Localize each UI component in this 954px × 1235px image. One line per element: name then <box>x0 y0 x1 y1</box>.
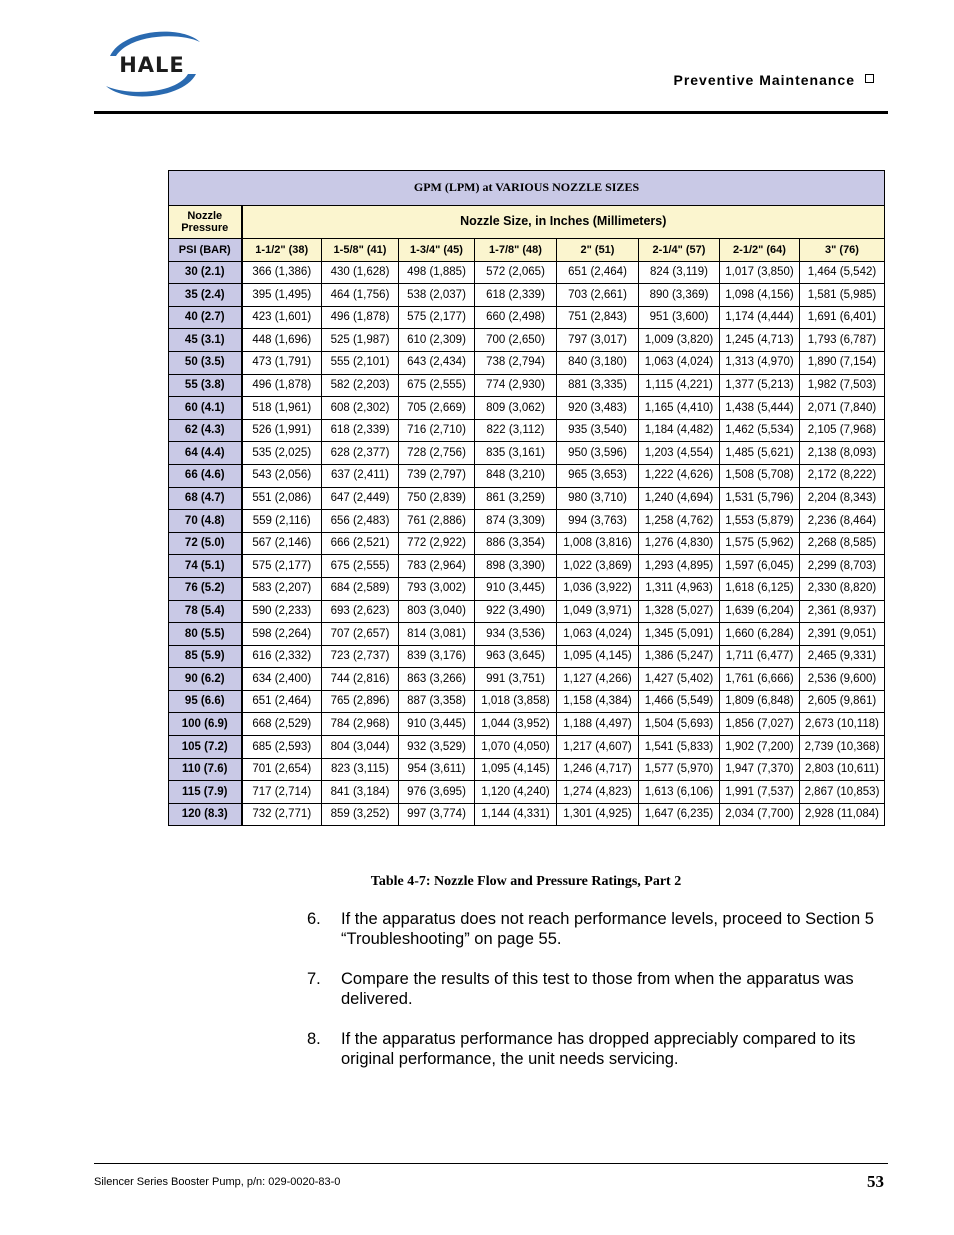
table-row <box>169 781 885 804</box>
psi-header: PSI (BAR) <box>169 239 242 262</box>
flow-cell: 1,386 (5,247) <box>639 645 720 668</box>
flow-cell: 473 (1,791) <box>242 351 322 374</box>
flow-cell: 951 (3,600) <box>639 306 720 329</box>
flow-cell: 814 (3,081) <box>399 623 475 646</box>
flow-cell: 1,127 (4,266) <box>557 668 639 691</box>
pressure-cell: 70 (4.8) <box>169 510 242 533</box>
flow-cell: 898 (3,390) <box>475 555 557 578</box>
flow-cell: 1,466 (5,549) <box>639 690 720 713</box>
flow-cell: 1,809 (6,848) <box>720 690 800 713</box>
table-row <box>169 306 885 329</box>
flow-cell: 774 (2,930) <box>475 374 557 397</box>
table-row <box>169 284 885 307</box>
table-row <box>169 442 885 465</box>
flow-cell: 784 (2,968) <box>322 713 399 736</box>
flow-cell: 728 (2,756) <box>399 442 475 465</box>
flow-cell: 693 (2,623) <box>322 600 399 623</box>
flow-cell: 496 (1,878) <box>322 306 399 329</box>
flow-cell: 551 (2,086) <box>242 487 322 510</box>
table-row <box>169 261 885 284</box>
flow-cell: 1,485 (5,621) <box>720 442 800 465</box>
pressure-cell: 30 (2.1) <box>169 261 242 284</box>
svg-text:HALE: HALE <box>119 53 185 77</box>
table-row <box>169 645 885 668</box>
flow-cell: 723 (2,737) <box>322 645 399 668</box>
table-row <box>169 532 885 555</box>
flow-cell: 656 (2,483) <box>322 510 399 533</box>
flow-cell: 1,377 (5,213) <box>720 374 800 397</box>
size-column-header: 2" (51) <box>557 239 639 262</box>
flow-cell: 1,044 (3,952) <box>475 713 557 736</box>
flow-cell: 1,991 (7,537) <box>720 781 800 804</box>
flow-cell: 1,597 (6,045) <box>720 555 800 578</box>
flow-cell: 1,504 (5,693) <box>639 713 720 736</box>
flow-cell: 950 (3,596) <box>557 442 639 465</box>
flow-cell: 684 (2,589) <box>322 577 399 600</box>
flow-cell: 525 (1,987) <box>322 329 399 352</box>
flow-cell: 559 (2,116) <box>242 510 322 533</box>
footer-doc-title: Silencer Series Booster Pump, p/n: 029-0020-83-0 <box>94 1176 341 1188</box>
flow-cell: 863 (3,266) <box>399 668 475 691</box>
flow-cell: 841 (3,184) <box>322 781 399 804</box>
flow-cell: 1,691 (6,401) <box>800 306 885 329</box>
flow-cell: 496 (1,878) <box>242 374 322 397</box>
nozzle-pressure-header: Nozzle Pressure <box>169 206 242 239</box>
flow-cell: 910 (3,445) <box>475 577 557 600</box>
flow-cell: 464 (1,756) <box>322 284 399 307</box>
hale-logo <box>96 26 208 102</box>
flow-cell: 700 (2,650) <box>475 329 557 352</box>
table-row <box>169 329 885 352</box>
table-row <box>169 736 885 759</box>
table-row <box>169 600 885 623</box>
table-row <box>169 555 885 578</box>
table-row <box>169 713 885 736</box>
flow-cell: 618 (2,339) <box>322 419 399 442</box>
flow-cell: 2,391 (9,051) <box>800 623 885 646</box>
flow-cell: 1,427 (5,402) <box>639 668 720 691</box>
table-row <box>169 419 885 442</box>
flow-cell: 1,902 (7,200) <box>720 736 800 759</box>
flow-cell: 934 (3,536) <box>475 623 557 646</box>
table-row <box>169 803 885 826</box>
flow-cell: 675 (2,555) <box>399 374 475 397</box>
flow-cell: 2,867 (10,853) <box>800 781 885 804</box>
flow-cell: 1,982 (7,503) <box>800 374 885 397</box>
flow-cell: 991 (3,751) <box>475 668 557 691</box>
flow-cell: 1,036 (3,922) <box>557 577 639 600</box>
list-item <box>303 969 893 1009</box>
step-number: 6. <box>307 910 321 928</box>
flow-cell: 2,071 (7,840) <box>800 397 885 420</box>
size-column-header: 3" (76) <box>800 239 885 262</box>
flow-cell: 1,276 (4,830) <box>639 532 720 555</box>
pressure-cell: 120 (8.3) <box>169 803 242 826</box>
flow-cell: 637 (2,411) <box>322 464 399 487</box>
pressure-cell: 40 (2.7) <box>169 306 242 329</box>
flow-cell: 567 (2,146) <box>242 532 322 555</box>
flow-cell: 685 (2,593) <box>242 736 322 759</box>
flow-cell: 2,299 (8,703) <box>800 555 885 578</box>
pressure-cell: 35 (2.4) <box>169 284 242 307</box>
flow-cell: 2,928 (11,084) <box>800 803 885 826</box>
flow-cell: 1,258 (4,762) <box>639 510 720 533</box>
flow-cell: 2,605 (9,861) <box>800 690 885 713</box>
flow-cell: 886 (3,354) <box>475 532 557 555</box>
table-row <box>169 487 885 510</box>
pressure-cell: 66 (4.6) <box>169 464 242 487</box>
flow-cell: 1,613 (6,106) <box>639 781 720 804</box>
pressure-cell: 72 (5.0) <box>169 532 242 555</box>
size-column-header: 1-1/2" (38) <box>242 239 322 262</box>
flow-cell: 555 (2,101) <box>322 351 399 374</box>
table-row <box>169 668 885 691</box>
flow-cell: 395 (1,495) <box>242 284 322 307</box>
flow-cell: 1,311 (4,963) <box>639 577 720 600</box>
flow-cell: 2,172 (8,222) <box>800 464 885 487</box>
flow-cell: 874 (3,309) <box>475 510 557 533</box>
flow-cell: 1,240 (4,694) <box>639 487 720 510</box>
flow-cell: 822 (3,112) <box>475 419 557 442</box>
flow-cell: 881 (3,335) <box>557 374 639 397</box>
flow-cell: 1,508 (5,708) <box>720 464 800 487</box>
flow-cell: 2,803 (10,611) <box>800 758 885 781</box>
flow-cell: 590 (2,233) <box>242 600 322 623</box>
pressure-cell: 95 (6.6) <box>169 690 242 713</box>
flow-cell: 2,236 (8,464) <box>800 510 885 533</box>
flow-cell: 2,268 (8,585) <box>800 532 885 555</box>
pressure-cell: 105 (7.2) <box>169 736 242 759</box>
flow-cell: 2,034 (7,700) <box>720 803 800 826</box>
flow-cell: 1,438 (5,444) <box>720 397 800 420</box>
flow-cell: 2,361 (8,937) <box>800 600 885 623</box>
flow-cell: 1,647 (6,235) <box>639 803 720 826</box>
flow-cell: 835 (3,161) <box>475 442 557 465</box>
flow-cell: 783 (2,964) <box>399 555 475 578</box>
pressure-cell: 74 (5.1) <box>169 555 242 578</box>
flow-cell: 608 (2,302) <box>322 397 399 420</box>
flow-cell: 1,464 (5,542) <box>800 261 885 284</box>
flow-cell: 1,165 (4,410) <box>639 397 720 420</box>
section-title: Preventive Maintenance <box>673 72 855 88</box>
flow-cell: 651 (2,464) <box>557 261 639 284</box>
flow-cell: 859 (3,252) <box>322 803 399 826</box>
table-row <box>169 690 885 713</box>
flow-cell: 1,246 (4,717) <box>557 758 639 781</box>
flow-cell: 1,793 (6,787) <box>800 329 885 352</box>
size-column-header: 1-5/8" (41) <box>322 239 399 262</box>
flow-cell: 922 (3,490) <box>475 600 557 623</box>
flow-cell: 1,293 (4,895) <box>639 555 720 578</box>
flow-cell: 1,660 (6,284) <box>720 623 800 646</box>
flow-cell: 1,890 (7,154) <box>800 351 885 374</box>
flow-cell: 2,138 (8,093) <box>800 442 885 465</box>
header-divider <box>94 111 888 114</box>
flow-cell: 582 (2,203) <box>322 374 399 397</box>
size-header-row <box>169 239 885 262</box>
flow-cell: 1,017 (3,850) <box>720 261 800 284</box>
flow-cell: 1,203 (4,554) <box>639 442 720 465</box>
pressure-cell: 85 (5.9) <box>169 645 242 668</box>
flow-cell: 910 (3,445) <box>399 713 475 736</box>
flow-cell: 1,222 (4,626) <box>639 464 720 487</box>
flow-cell: 751 (2,843) <box>557 306 639 329</box>
flow-cell: 1,553 (5,879) <box>720 510 800 533</box>
flow-cell: 1,115 (4,221) <box>639 374 720 397</box>
pressure-cell: 68 (4.7) <box>169 487 242 510</box>
flow-cell: 448 (1,696) <box>242 329 322 352</box>
flow-cell: 717 (2,714) <box>242 781 322 804</box>
flow-cell: 976 (3,695) <box>399 781 475 804</box>
flow-cell: 1,070 (4,050) <box>475 736 557 759</box>
size-column-header: 2-1/2" (64) <box>720 239 800 262</box>
flow-cell: 666 (2,521) <box>322 532 399 555</box>
flow-cell: 1,188 (4,497) <box>557 713 639 736</box>
flow-cell: 2,739 (10,368) <box>800 736 885 759</box>
nozzle-flow-table <box>168 170 885 826</box>
flow-cell: 1,575 (5,962) <box>720 532 800 555</box>
pressure-cell: 78 (5.4) <box>169 600 242 623</box>
step-number: 8. <box>307 1030 321 1048</box>
flow-cell: 1,639 (6,204) <box>720 600 800 623</box>
size-column-header: 2-1/4" (57) <box>639 239 720 262</box>
flow-cell: 647 (2,449) <box>322 487 399 510</box>
table-row <box>169 623 885 646</box>
flow-cell: 575 (2,177) <box>242 555 322 578</box>
flow-cell: 1,274 (4,823) <box>557 781 639 804</box>
flow-cell: 809 (3,062) <box>475 397 557 420</box>
size-column-header: 1-7/8" (48) <box>475 239 557 262</box>
flow-cell: 1,328 (5,027) <box>639 600 720 623</box>
flow-cell: 668 (2,529) <box>242 713 322 736</box>
table-row <box>169 351 885 374</box>
flow-cell: 1,063 (4,024) <box>557 623 639 646</box>
flow-cell: 1,711 (6,477) <box>720 645 800 668</box>
flow-cell: 575 (2,177) <box>399 306 475 329</box>
pressure-cell: 100 (6.9) <box>169 713 242 736</box>
checkbox-bullet-icon <box>865 74 874 83</box>
flow-cell: 643 (2,434) <box>399 351 475 374</box>
flow-cell: 1,018 (3,858) <box>475 690 557 713</box>
flow-cell: 618 (2,339) <box>475 284 557 307</box>
table-row <box>169 374 885 397</box>
table-row <box>169 577 885 600</box>
flow-cell: 1,581 (5,985) <box>800 284 885 307</box>
flow-cell: 1,184 (4,482) <box>639 419 720 442</box>
flow-cell: 430 (1,628) <box>322 261 399 284</box>
flow-cell: 1,856 (7,027) <box>720 713 800 736</box>
flow-cell: 935 (3,540) <box>557 419 639 442</box>
flow-cell: 1,217 (4,607) <box>557 736 639 759</box>
flow-cell: 761 (2,886) <box>399 510 475 533</box>
flow-cell: 707 (2,657) <box>322 623 399 646</box>
flow-cell: 932 (3,529) <box>399 736 475 759</box>
flow-cell: 1,049 (3,971) <box>557 600 639 623</box>
flow-cell: 804 (3,044) <box>322 736 399 759</box>
pressure-cell: 110 (7.6) <box>169 758 242 781</box>
flow-cell: 739 (2,797) <box>399 464 475 487</box>
page-number: 53 <box>867 1172 884 1191</box>
flow-cell: 1,345 (5,091) <box>639 623 720 646</box>
flow-cell: 824 (3,119) <box>639 261 720 284</box>
flow-cell: 2,673 (10,118) <box>800 713 885 736</box>
table-row <box>169 464 885 487</box>
flow-cell: 705 (2,669) <box>399 397 475 420</box>
flow-cell: 1,022 (3,869) <box>557 555 639 578</box>
flow-cell: 1,301 (4,925) <box>557 803 639 826</box>
flow-cell: 660 (2,498) <box>475 306 557 329</box>
flow-cell: 839 (3,176) <box>399 645 475 668</box>
flow-cell: 1,158 (4,384) <box>557 690 639 713</box>
pressure-cell: 76 (5.2) <box>169 577 242 600</box>
flow-cell: 803 (3,040) <box>399 600 475 623</box>
flow-cell: 750 (2,839) <box>399 487 475 510</box>
flow-cell: 716 (2,710) <box>399 419 475 442</box>
flow-cell: 701 (2,654) <box>242 758 322 781</box>
pressure-cell: 80 (5.5) <box>169 623 242 646</box>
flow-cell: 772 (2,922) <box>399 532 475 555</box>
step-number: 7. <box>307 970 321 988</box>
flow-cell: 890 (3,369) <box>639 284 720 307</box>
flow-cell: 1,009 (3,820) <box>639 329 720 352</box>
flow-cell: 2,465 (9,331) <box>800 645 885 668</box>
flow-cell: 1,577 (5,970) <box>639 758 720 781</box>
flow-cell: 1,120 (4,240) <box>475 781 557 804</box>
flow-cell: 1,095 (4,145) <box>557 645 639 668</box>
flow-cell: 2,330 (8,820) <box>800 577 885 600</box>
flow-cell: 887 (3,358) <box>399 690 475 713</box>
flow-cell: 840 (3,180) <box>557 351 639 374</box>
flow-cell: 2,105 (7,968) <box>800 419 885 442</box>
flow-cell: 610 (2,309) <box>399 329 475 352</box>
flow-cell: 823 (3,115) <box>322 758 399 781</box>
flow-cell: 765 (2,896) <box>322 690 399 713</box>
flow-cell: 1,144 (4,331) <box>475 803 557 826</box>
flow-cell: 920 (3,483) <box>557 397 639 420</box>
nozzle-size-header: Nozzle Size, in Inches (Millimeters) <box>242 206 885 239</box>
table-title: GPM (LPM) at VARIOUS NOZZLE SIZES <box>169 171 885 206</box>
flow-cell: 744 (2,816) <box>322 668 399 691</box>
flow-cell: 498 (1,885) <box>399 261 475 284</box>
pressure-cell: 45 (3.1) <box>169 329 242 352</box>
flow-cell: 583 (2,207) <box>242 577 322 600</box>
flow-cell: 965 (3,653) <box>557 464 639 487</box>
flow-cell: 997 (3,774) <box>399 803 475 826</box>
table-row <box>169 397 885 420</box>
flow-cell: 616 (2,332) <box>242 645 322 668</box>
flow-cell: 1,245 (4,713) <box>720 329 800 352</box>
flow-cell: 1,462 (5,534) <box>720 419 800 442</box>
table-row <box>169 510 885 533</box>
flow-cell: 651 (2,464) <box>242 690 322 713</box>
flow-cell: 628 (2,377) <box>322 442 399 465</box>
flow-cell: 1,174 (4,444) <box>720 306 800 329</box>
step-text: If the apparatus performance has dropped appreciably compared to its original performance, the unit needs servicing. <box>341 1030 856 1068</box>
flow-cell: 1,008 (3,816) <box>557 532 639 555</box>
flow-cell: 1,541 (5,833) <box>639 736 720 759</box>
flow-cell: 963 (3,645) <box>475 645 557 668</box>
flow-cell: 2,536 (9,600) <box>800 668 885 691</box>
flow-cell: 861 (3,259) <box>475 487 557 510</box>
flow-cell: 518 (1,961) <box>242 397 322 420</box>
table-caption: Table 4-7: Nozzle Flow and Pressure Ratings, Part 2 <box>370 874 682 889</box>
list-item <box>303 909 893 949</box>
flow-cell: 1,761 (6,666) <box>720 668 800 691</box>
flow-cell: 366 (1,386) <box>242 261 322 284</box>
flow-cell: 1,313 (4,970) <box>720 351 800 374</box>
flow-cell: 994 (3,763) <box>557 510 639 533</box>
flow-cell: 1,531 (5,796) <box>720 487 800 510</box>
step-text: If the apparatus does not reach performance levels, proceed to Section 5 “Troubleshooting” on page 55. <box>341 910 874 948</box>
flow-cell: 535 (2,025) <box>242 442 322 465</box>
flow-cell: 543 (2,056) <box>242 464 322 487</box>
pressure-cell: 55 (3.8) <box>169 374 242 397</box>
flow-cell: 954 (3,611) <box>399 758 475 781</box>
flow-cell: 738 (2,794) <box>475 351 557 374</box>
list-item <box>303 1029 893 1069</box>
flow-cell: 526 (1,991) <box>242 419 322 442</box>
flow-cell: 423 (1,601) <box>242 306 322 329</box>
flow-cell: 732 (2,771) <box>242 803 322 826</box>
flow-cell: 797 (3,017) <box>557 329 639 352</box>
flow-cell: 1,098 (4,156) <box>720 284 800 307</box>
flow-cell: 980 (3,710) <box>557 487 639 510</box>
flow-cell: 848 (3,210) <box>475 464 557 487</box>
flow-cell: 572 (2,065) <box>475 261 557 284</box>
flow-cell: 1,947 (7,370) <box>720 758 800 781</box>
pressure-cell: 60 (4.1) <box>169 397 242 420</box>
footer-divider <box>94 1163 888 1164</box>
flow-cell: 538 (2,037) <box>399 284 475 307</box>
flow-cell: 1,063 (4,024) <box>639 351 720 374</box>
flow-cell: 634 (2,400) <box>242 668 322 691</box>
flow-cell: 1,095 (4,145) <box>475 758 557 781</box>
pressure-cell: 62 (4.3) <box>169 419 242 442</box>
flow-cell: 2,204 (8,343) <box>800 487 885 510</box>
pressure-cell: 64 (4.4) <box>169 442 242 465</box>
pressure-cell: 90 (6.2) <box>169 668 242 691</box>
flow-cell: 703 (2,661) <box>557 284 639 307</box>
step-text: Compare the results of this test to those from when the apparatus was delivered. <box>341 970 854 1008</box>
flow-cell: 675 (2,555) <box>322 555 399 578</box>
size-column-header: 1-3/4" (45) <box>399 239 475 262</box>
pressure-cell: 115 (7.9) <box>169 781 242 804</box>
flow-cell: 1,618 (6,125) <box>720 577 800 600</box>
pressure-cell: 50 (3.5) <box>169 351 242 374</box>
procedure-steps <box>303 909 893 1089</box>
flow-cell: 793 (3,002) <box>399 577 475 600</box>
table-row <box>169 758 885 781</box>
flow-cell: 598 (2,264) <box>242 623 322 646</box>
